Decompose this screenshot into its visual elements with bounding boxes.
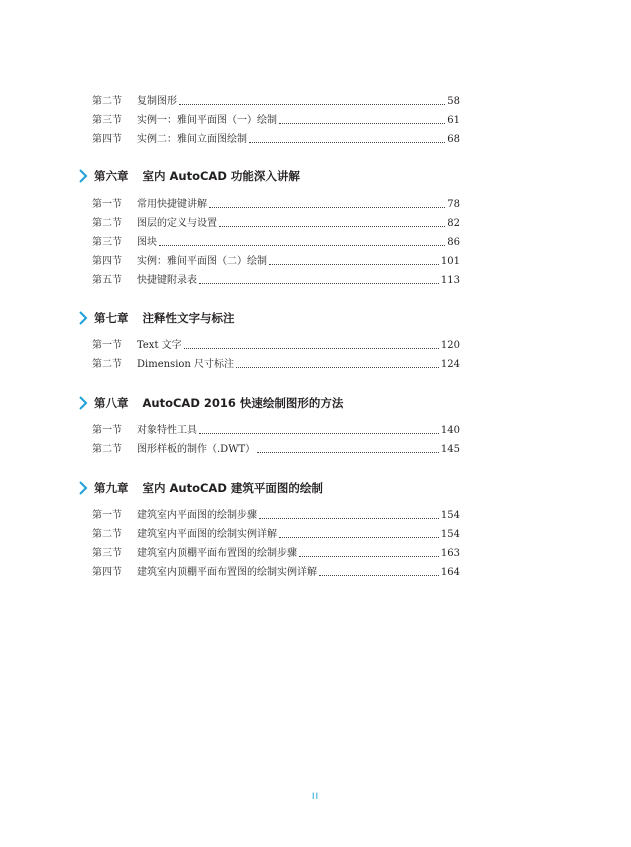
dot-leader [219,225,445,227]
toc-entry[interactable] [92,214,460,230]
dot-leader [279,536,439,538]
section-number: 第二节 [92,218,122,229]
section-number: 第二节 [92,96,122,107]
page-number: 58 [447,96,460,107]
chapter-number: 第九章 [94,481,129,495]
toc-entry[interactable] [92,506,460,522]
section-title: 建筑室内顶棚平面布置图的绘制实例详解 [137,567,317,578]
page-number: 145 [440,444,460,455]
dot-leader [236,366,439,368]
section-number: 第三节 [92,548,122,559]
section-title: 实例：雅间平面图（二）绘制 [137,256,267,267]
page-number: 82 [447,218,460,229]
section-number: 第一节 [92,340,122,351]
page-number: 164 [440,567,460,578]
dot-leader [159,244,445,246]
section-title: 建筑室内平面图的绘制步骤 [137,510,257,521]
toc-entry[interactable] [92,355,460,371]
dot-leader [179,103,445,105]
toc-entry[interactable] [92,336,460,352]
page-number: 101 [440,256,460,267]
toc-entry[interactable] [92,525,460,541]
section-title: 常用快捷键讲解 [137,199,207,210]
section-number: 第五节 [92,275,122,286]
dot-leader [299,555,439,557]
dot-leader [199,432,439,434]
dot-leader [259,517,439,519]
section-title: 复制图形 [137,96,177,107]
toc-entry[interactable] [92,111,460,127]
chapter-title: 室内 AutoCAD 功能深入讲解 [142,169,300,183]
chapter-number: 第六章 [94,169,129,183]
toc-entry[interactable] [92,195,460,211]
section-number: 第三节 [92,115,122,126]
page-number: 113 [440,275,460,286]
section-number: 第一节 [92,510,122,521]
chevron-right-icon [78,169,88,183]
chapter-number: 第八章 [94,396,129,410]
chapter-title: AutoCAD 2016 快速绘制图形的方法 [142,396,344,410]
section-title: 建筑室内顶棚平面布置图的绘制步骤 [137,548,297,559]
page-number: 154 [440,510,460,521]
toc-entry[interactable] [92,421,460,437]
dot-leader [257,451,439,453]
chevron-right-icon [78,481,88,495]
dot-leader [279,122,445,124]
dot-leader [209,206,445,208]
page-number: 163 [440,548,460,559]
section-title: 图层的定义与设置 [137,218,217,229]
chapter-number: 第七章 [94,311,129,325]
page-number: 61 [447,115,460,126]
chapter-heading-9[interactable] [78,479,323,497]
section-title: 快捷键附录表 [137,275,197,286]
section-title: 图形样板的制作（.DWT） [137,444,256,455]
section-title: Text 文字 [137,340,182,351]
section-number: 第四节 [92,134,122,145]
section-number: 第二节 [92,359,122,370]
dot-leader [184,347,439,349]
chapter-heading-6[interactable] [78,167,300,185]
toc-entry[interactable] [92,440,460,456]
page-folio: II [311,792,320,802]
chapter-title: 注释性文字与标注 [142,311,235,325]
chevron-right-icon [78,396,88,410]
toc-entry[interactable] [92,271,460,287]
chapter-heading-7[interactable] [78,309,235,327]
toc-entry[interactable] [92,252,460,268]
section-number: 第四节 [92,567,122,578]
section-number: 第三节 [92,237,122,248]
toc-entry[interactable] [92,130,460,146]
section-title: 对象特性工具 [137,425,197,436]
dot-leader [199,282,439,284]
section-number: 第四节 [92,256,122,267]
page-number: 78 [447,199,460,210]
toc-entry[interactable] [92,544,460,560]
section-title: 建筑室内平面图的绘制实例详解 [137,529,277,540]
page-number: 124 [440,359,460,370]
chevron-right-icon [78,311,88,325]
page-number: 68 [447,134,460,145]
page-number: 120 [440,340,460,351]
page-number: 154 [440,529,460,540]
dot-leader [319,574,439,576]
chapter-title: 室内 AutoCAD 建筑平面图的绘制 [142,481,323,495]
toc-entry[interactable] [92,563,460,579]
toc-entry[interactable] [92,92,460,108]
section-number: 第一节 [92,199,122,210]
dot-leader [269,263,439,265]
page-number: 140 [440,425,460,436]
section-number: 第一节 [92,425,122,436]
section-title: 实例二：雅间立面图绘制 [137,134,247,145]
section-title: Dimension 尺寸标注 [137,359,235,370]
section-number: 第二节 [92,444,122,455]
section-title: 实例一：雅间平面图（一）绘制 [137,115,277,126]
section-title: 图块 [137,237,157,248]
page-number: 86 [447,237,460,248]
section-number: 第二节 [92,529,122,540]
dot-leader [249,141,445,143]
chapter-heading-8[interactable] [78,394,343,412]
toc-entry[interactable] [92,233,460,249]
